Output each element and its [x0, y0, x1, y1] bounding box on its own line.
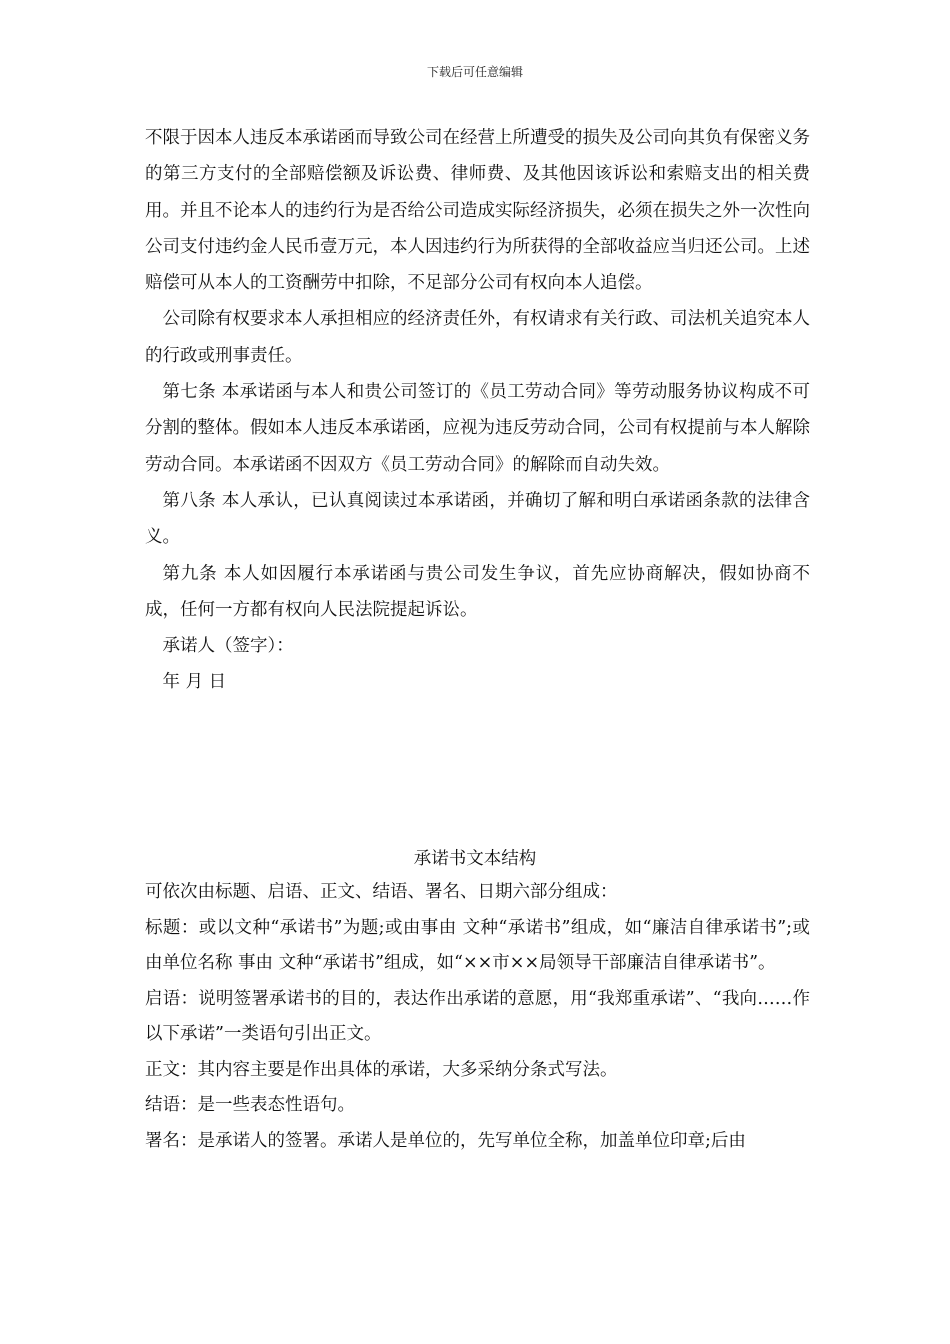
- paragraph-article-8: 第八条 本人承认，已认真阅读过本承诺函，并确切了解和明白承诺函条款的法律含义。: [145, 490, 810, 548]
- paragraph-signature-part: 署名：是承诺人的签署。承诺人是单位的，先写单位全称，加盖单位印章;后由: [145, 1130, 746, 1151]
- paragraph-body-part: 正文：其内容主要是作出具体的承诺，大多采纳分条式写法。: [145, 1059, 618, 1080]
- paragraph-opening-part: 启语：说明签署承诺书的目的，表达作出承诺的意愿，用“我郑重承诺”、“我向……作以下承诺”一类语句引出正文。: [145, 988, 810, 1044]
- date-label: 年 月 日: [162, 672, 227, 693]
- section-title: 承诺书文本结构: [413, 849, 537, 869]
- structure-description: [145, 875, 810, 1159]
- commitment-letter-body: [145, 120, 810, 701]
- paragraph-overview: 可依次由标题、启语、正文、结语、署名、日期六部分组成：: [145, 882, 618, 902]
- header-note: 下载后可任意编辑: [426, 65, 523, 79]
- signature-label: 承诺人（签字）：: [162, 636, 294, 657]
- paragraph-compensation: 不限于因本人违反本承诺函而导致公司在经营上所遭受的损失及公司向其负有保密义务的第三方支付的全部赔偿额及诉讼费、律师费、及其他因该诉讼和索赔支出的相关费用。并且不论本人的违约行为是否给公司造成实际经济损失，必须在损失之外一次性向公司支付违约金人民币壹万元，本人因违约行为所获得的全部收益应当归还公司。上述赔偿可从本人的工资酬劳中扣除，不足部分公司有权向本人追偿。: [145, 128, 810, 294]
- paragraph-closing-part: 结语：是一些表态性语句。: [145, 1095, 355, 1115]
- paragraph-title-part: 标题：或以文种“承诺书”为题;或由事由 文种“承诺书”组成，如“廉洁自律承诺书”;或由单位名称 事由 文种“承诺书”组成，如“××市××局领导干部廉洁自律承诺书”。: [145, 917, 810, 973]
- paragraph-article-9: 第九条 本人如因履行本承诺函与贵公司发生争议，首先应协商解决，假如协商不成，任何一方都有权向人民法院提起诉讼。: [145, 563, 810, 620]
- paragraph-legal-liability: 公司除有权要求本人承担相应的经济责任外，有权请求有关行政、司法机关追究本人的行政或刑事责任。: [145, 309, 810, 366]
- paragraph-article-7: 第七条 本承诺函与本人和贵公司签订的《员工劳动合同》等劳动服务协议构成不可分割的整体。假如本人违反本承诺函，应视为违反劳动合同，公司有权提前与本人解除劳动合同。本承诺函不因双方《员工劳动合同》的解除而自动失效。: [145, 382, 810, 475]
